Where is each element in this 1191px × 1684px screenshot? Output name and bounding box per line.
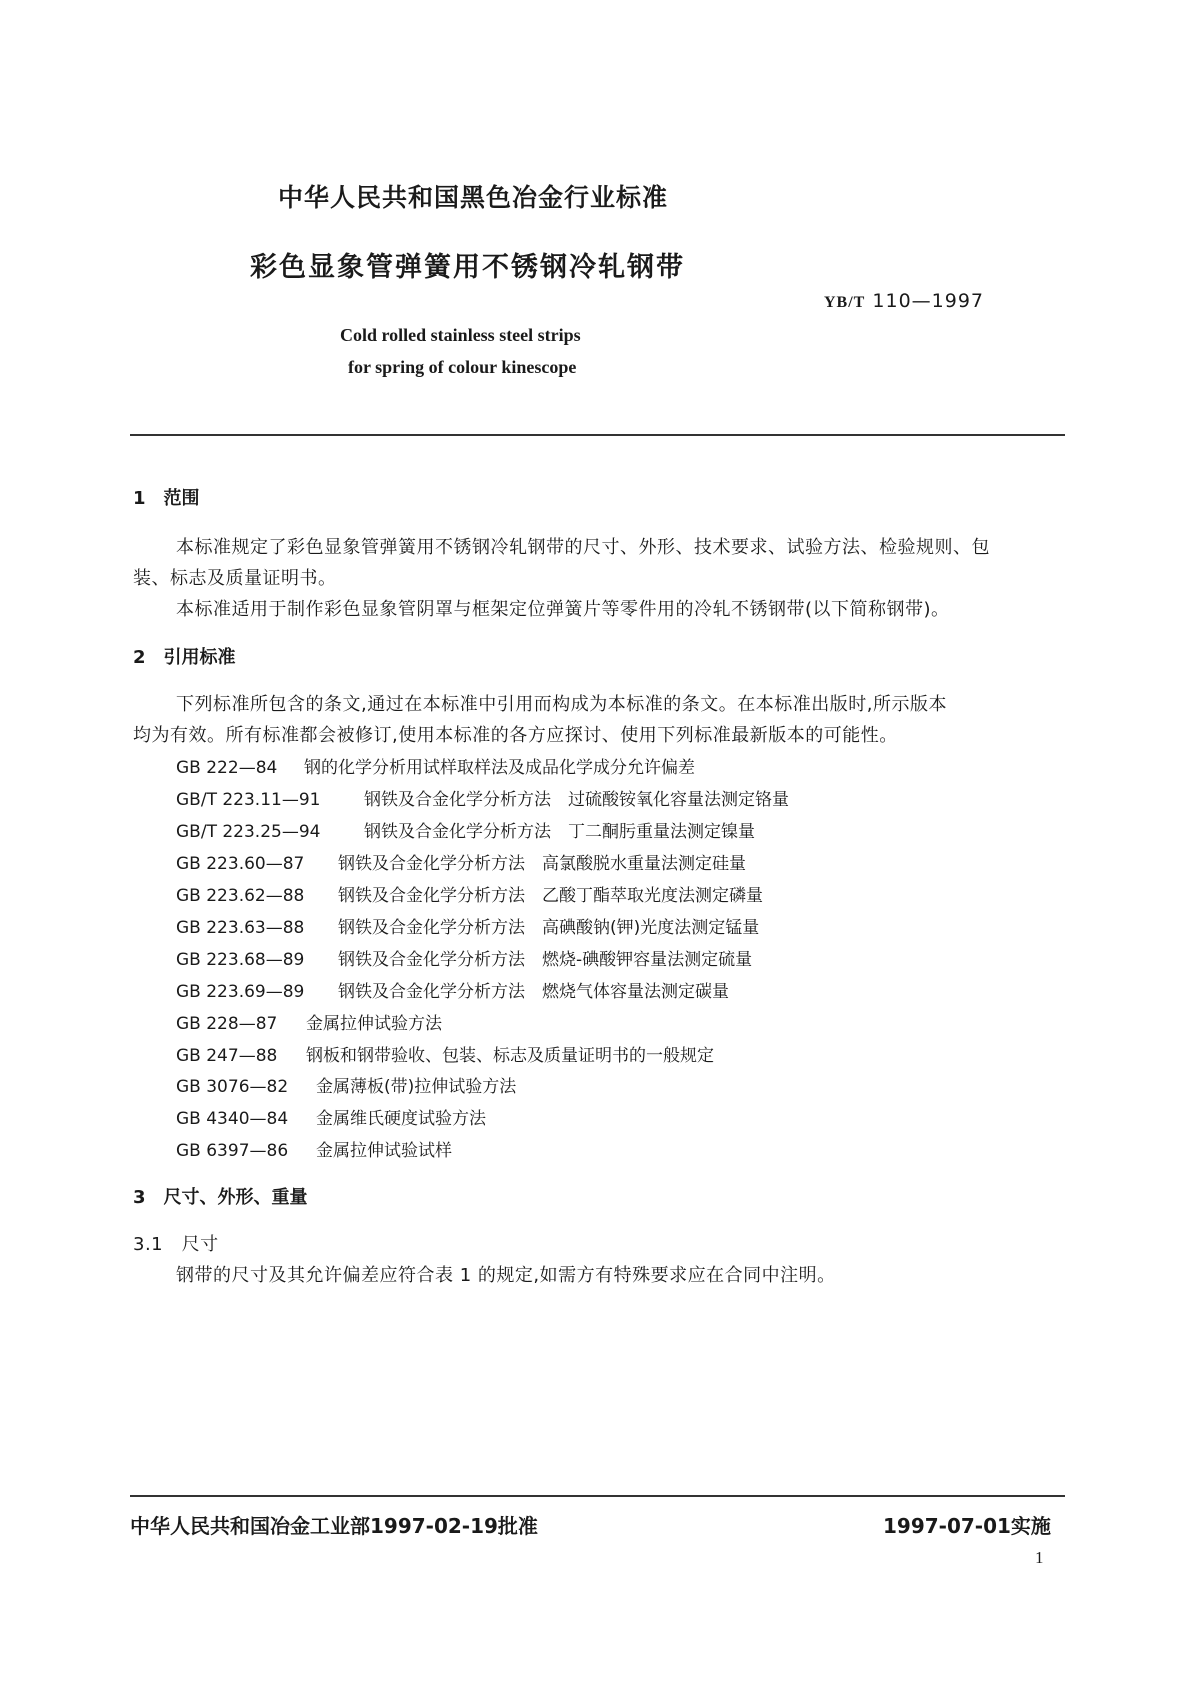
reference-code: GB/T 223.25—94: [176, 822, 321, 842]
reference-code: GB 4340—84: [176, 1109, 289, 1129]
reference-code: GB/T 223.11—91: [176, 790, 321, 810]
section-3-heading: 3 尺寸、外形、重量: [133, 1187, 308, 1208]
reference-item: [176, 753, 695, 778]
reference-title: 钢铁及合金化学分析方法 燃烧-碘酸钾容量法测定硫量: [338, 950, 753, 970]
reference-title: 钢铁及合金化学分析方法 高碘酸钠(钾)光度法测定锰量: [338, 918, 760, 938]
reference-item: [176, 945, 752, 970]
reference-title: 金属拉伸试验试样: [316, 1141, 452, 1161]
reference-title: 金属薄板(带)拉伸试验方法: [316, 1077, 517, 1097]
reference-code: GB 222—84: [176, 758, 278, 778]
header-divider: [130, 434, 1065, 436]
reference-code: GB 223.62—88: [176, 886, 305, 906]
reference-item: [176, 785, 789, 810]
reference-item: [176, 1136, 452, 1161]
reference-code: GB 223.68—89: [176, 950, 305, 970]
reference-code: GB 6397—86: [176, 1141, 289, 1161]
standard-code-number: 110—1997: [872, 290, 985, 312]
section-1-para-1-line-1: 本标准规定了彩色显象管弹簧用不锈钢冷轧钢带的尺寸、外形、技术要求、试验方法、检验规则、包: [176, 537, 990, 558]
page-number: 1: [1035, 1548, 1044, 1567]
document-title: 彩色显象管弹簧用不锈钢冷轧钢带: [250, 252, 685, 283]
reference-item: [176, 881, 763, 906]
reference-item: [176, 1104, 486, 1129]
reference-code: GB 228—87: [176, 1014, 278, 1034]
standard-code-prefix: YB/T: [824, 294, 866, 311]
reference-code: GB 223.69—89: [176, 982, 305, 1002]
section-2-para-line-2: 均为有效。所有标准都会被修订,使用本标准的各方应探讨、使用下列标准最新版本的可能性。: [133, 725, 898, 746]
section-3-1-para: 钢带的尺寸及其允许偏差应符合表 1 的规定,如需方有特殊要求应在合同中注明。: [176, 1265, 836, 1286]
industry-standard-title: 中华人民共和国黑色冶金行业标准: [278, 183, 669, 212]
reference-title: 钢板和钢带验收、包装、标志及质量证明书的一般规定: [306, 1046, 714, 1066]
section-2-heading: 2 引用标准: [133, 647, 236, 668]
section-1-para-2: 本标准适用于制作彩色显象管阴罩与框架定位弹簧片等零件用的冷轧不锈钢带(以下简称钢带)。: [176, 599, 950, 620]
reference-title: 钢铁及合金化学分析方法 丁二酮肟重量法测定镍量: [364, 822, 755, 842]
reference-item: [176, 1072, 516, 1097]
reference-item: [176, 913, 759, 938]
reference-title: 钢铁及合金化学分析方法 燃烧气体容量法测定碳量: [338, 982, 729, 1002]
reference-code: GB 223.63—88: [176, 918, 305, 938]
english-title-line-1: Cold rolled stainless steel strips: [340, 325, 581, 345]
approval-statement: 中华人民共和国冶金工业部1997-02-19批准: [130, 1514, 538, 1538]
reference-title: 钢铁及合金化学分析方法 过硫酸铵氧化容量法测定铬量: [364, 790, 789, 810]
reference-item: [176, 1041, 714, 1066]
reference-title: 钢铁及合金化学分析方法 高氯酸脱水重量法测定硅量: [338, 854, 746, 874]
effective-date: 1997-07-01实施: [883, 1514, 1051, 1538]
footer-divider: [130, 1495, 1065, 1497]
section-1-para-1-line-2: 装、标志及质量证明书。: [133, 568, 337, 589]
english-title-line-2: for spring of colour kinescope: [348, 357, 577, 377]
reference-title: 金属拉伸试验方法: [306, 1014, 442, 1034]
reference-title: 金属维氏硬度试验方法: [316, 1109, 486, 1129]
reference-item: [176, 817, 755, 842]
reference-item: [176, 849, 746, 874]
reference-code: GB 223.60—87: [176, 854, 305, 874]
standard-code: [824, 290, 984, 312]
reference-title: 钢铁及合金化学分析方法 乙酸丁酯萃取光度法测定磷量: [338, 886, 763, 906]
reference-item: [176, 977, 729, 1002]
reference-code: GB 247—88: [176, 1046, 278, 1066]
reference-title: 钢的化学分析用试样取样法及成品化学成分允许偏差: [304, 758, 695, 778]
section-3-1-heading: 3.1 尺寸: [133, 1234, 219, 1255]
section-2-para-line-1: 下列标准所包含的条文,通过在本标准中引用而构成为本标准的条文。在本标准出版时,所示版本: [176, 694, 947, 715]
reference-item: [176, 1009, 442, 1034]
reference-code: GB 3076—82: [176, 1077, 289, 1097]
section-1-heading: 1 范围: [133, 488, 200, 509]
